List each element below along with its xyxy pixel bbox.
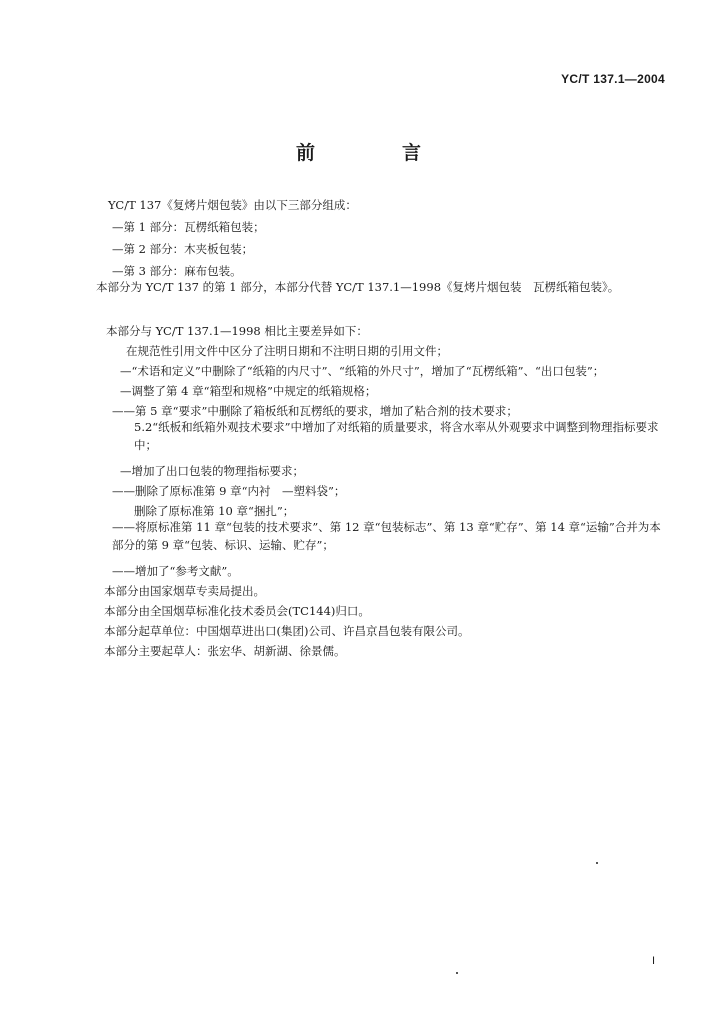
- paragraph: 本部分起草单位：中国烟草进出口(集团)公司、许昌京昌包装有限公司。: [104, 624, 470, 638]
- paragraph: 本部分由全国烟草标准化技术委员会(TC144)归口。: [104, 604, 370, 618]
- list-item: ——增加了“参考文献”。: [112, 564, 239, 578]
- list-item: —增加了出口包装的物理指标要求；: [120, 464, 304, 478]
- paragraph: 本部分由国家烟草专卖局提出。: [104, 584, 265, 598]
- list-item: —第 1 部分：瓦楞纸箱包装；: [112, 220, 265, 234]
- paragraph: 本部分主要起草人：张宏华、胡新湖、徐景儒。: [104, 644, 346, 658]
- list-item: —调整了第 4 章“箱型和规格”中规定的纸箱规格；: [120, 384, 377, 398]
- paragraph: YC/T 137《复烤片烟包装》由以下三部分组成：: [108, 198, 357, 212]
- paragraph: 本部分与 YC/T 137.1—1998 相比主要差异如下：: [106, 324, 368, 338]
- scan-speck: [456, 972, 458, 974]
- paragraph: 本部分为 YC/T 137 的第 1 部分，本部分代替 YC/T 137.1—1998《复烤片烟包装 瓦楞纸箱包装》。: [96, 280, 620, 294]
- standard-code: YC/T 137.1—2004: [561, 72, 665, 86]
- list-item: ——将原标准第 11 章“包装的技术要求”、第 12 章“包装标志”、第 13 章“贮存”、第 14 章“运输”合并为本部分的第 9 章“包装、标识、运输、贮存”；: [112, 520, 661, 552]
- page-title: 前 言: [295, 142, 455, 164]
- list-item: 删除了原标准第 10 章“捆扎”；: [134, 504, 295, 518]
- list-item: —第 3 部分：麻布包装。: [112, 264, 242, 278]
- list-item: 5.2“纸板和纸箱外观技术要求”中增加了对纸箱的质量要求，将含水率从外观要求中调整到物理指标要求中；: [134, 420, 659, 452]
- list-item: —“术语和定义”中删除了“纸箱的内尺寸”、“纸箱的外尺寸”，增加了“瓦楞纸箱”、“出口包装”；: [120, 364, 605, 378]
- list-item: 在规范性引用文件中区分了注明日期和不注明日期的引用文件；: [126, 344, 448, 358]
- page-number: I: [651, 955, 655, 967]
- scan-speck: [596, 862, 598, 864]
- list-item: ——第 5 章“要求”中删除了箱板纸和瓦楞纸的要求，增加了粘合剂的技术要求；: [112, 404, 518, 418]
- list-item: ——删除了原标准第 9 章“内衬 —塑料袋”；: [112, 484, 346, 498]
- list-item: —第 2 部分：木夹板包装；: [112, 242, 254, 256]
